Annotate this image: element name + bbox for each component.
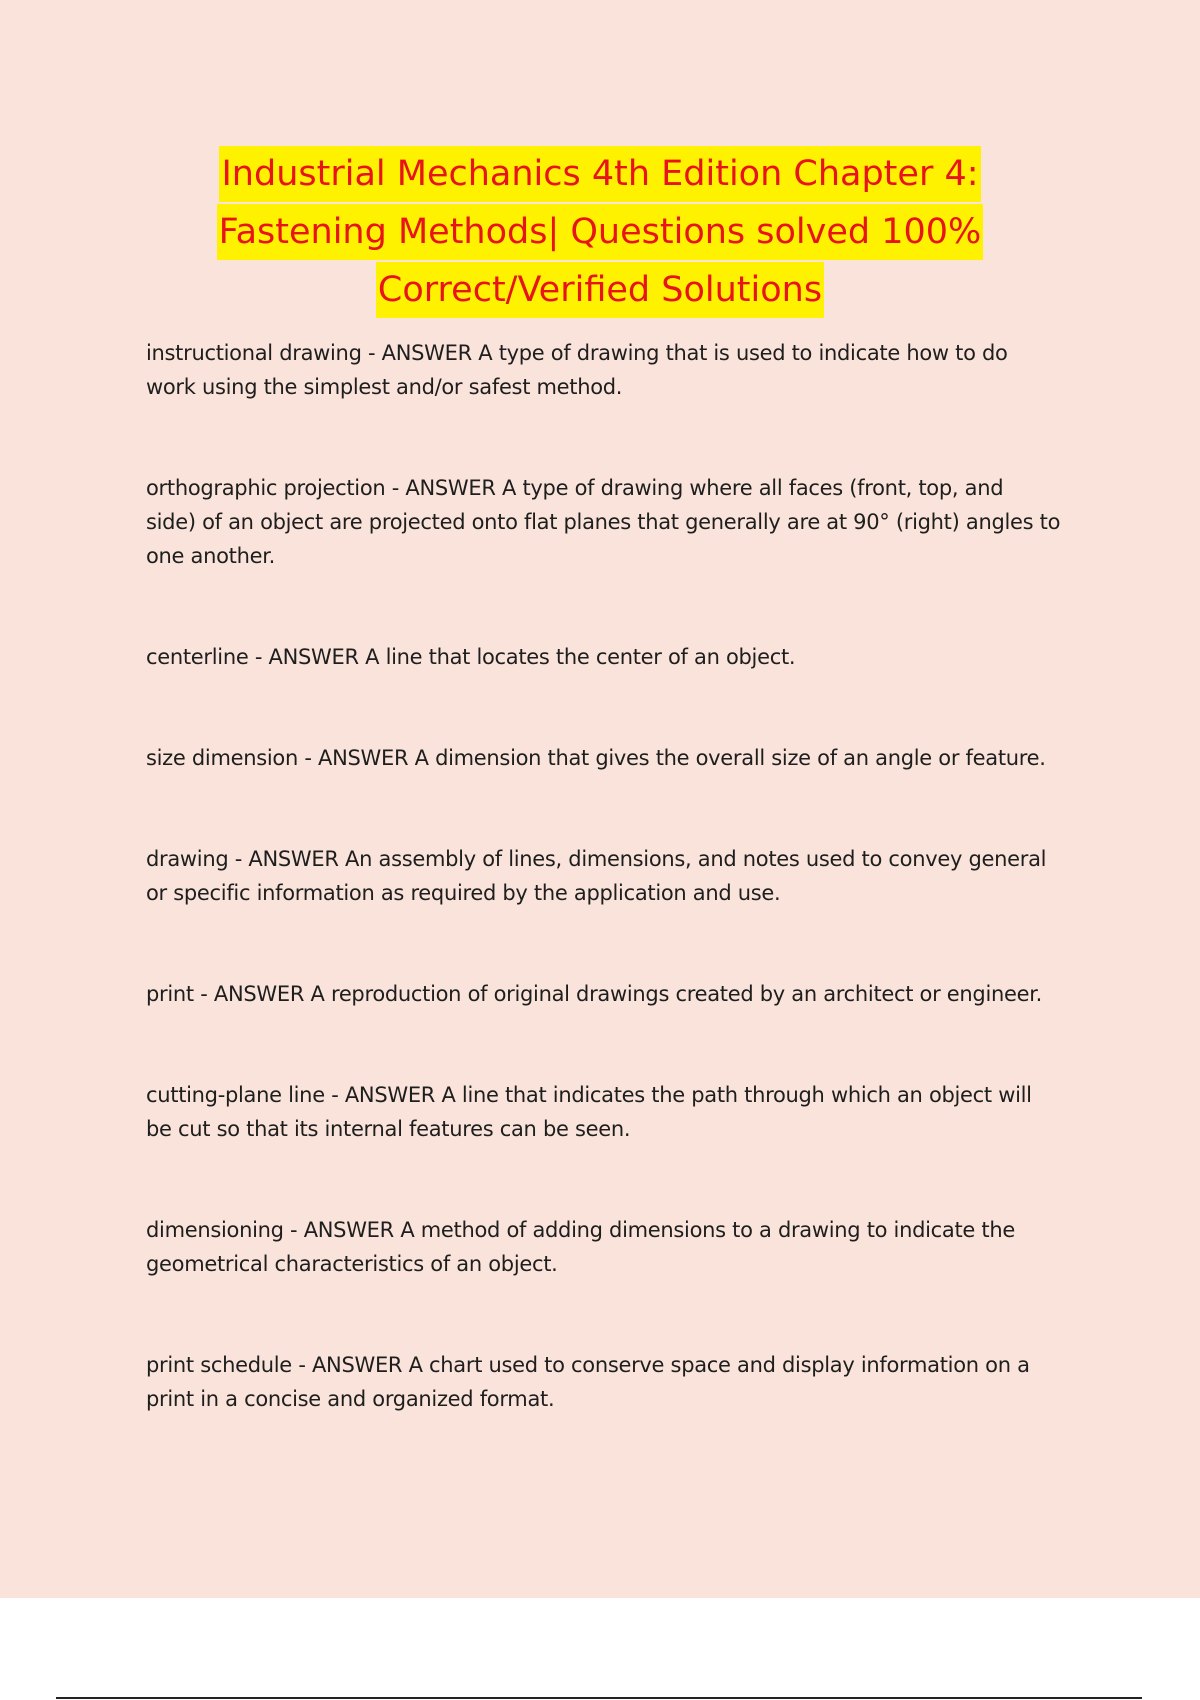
definition-text: A line that locates the center of an object.: [365, 645, 796, 669]
definition-text: A reproduction of original drawings created by an architect or engineer.: [310, 982, 1043, 1006]
answer-label: ANSWER: [344, 1083, 436, 1107]
definition-text: A chart used to conserve space and display information on a: [408, 1353, 1030, 1377]
entry-line: [146, 1348, 1096, 1382]
document-title: [100, 146, 1100, 320]
answer-label: ANSWER: [303, 1218, 394, 1242]
definition-text: A line that indicates the path through which an object will: [441, 1083, 1032, 1107]
definition-text: be cut so that its internal features can be seen.: [146, 1117, 631, 1141]
definition-text: one another.: [146, 544, 276, 568]
title-line: Correct/Verified Solutions: [376, 262, 824, 318]
definition-text: A dimension that gives the overall size of an angle or feature.: [414, 746, 1046, 770]
entry-line: [146, 741, 1096, 775]
definition-text: or specific information as required by the application and use.: [146, 881, 781, 905]
definition-text: work using the simplest and/or safest method.: [146, 375, 623, 399]
entry-line: [146, 1213, 1096, 1247]
flashcard-entry: [146, 977, 1096, 1011]
definition-text: side) of an object are projected onto flat planes that generally are at 90° (right) angles to: [146, 510, 1061, 534]
flashcard-entry: [146, 842, 1096, 910]
flashcard-entry: [146, 471, 1096, 573]
definition-text: geometrical characteristics of an object.: [146, 1252, 558, 1276]
answer-label: ANSWER: [311, 1353, 403, 1377]
definition-text: An assembly of lines, dimensions, and notes used to convey general: [345, 847, 1047, 871]
flashcard-entry: [146, 336, 1096, 404]
answer-label: ANSWER: [318, 746, 409, 770]
definition-text: A type of drawing where all faces (front, top, and: [502, 476, 1004, 500]
entry-term: print -: [146, 982, 214, 1006]
entry-line: [146, 336, 1096, 370]
entry-term: size dimension -: [146, 746, 318, 770]
flashcard-entry: [146, 741, 1096, 775]
definition-text: A type of drawing that is used to indicate how to do: [478, 341, 1008, 365]
entry-term: drawing -: [146, 847, 248, 871]
flashcard-entry: [146, 1078, 1096, 1146]
title-line: Fastening Methods| Questions solved 100%: [217, 204, 984, 260]
entry-line: [146, 1078, 1096, 1112]
entry-term: orthographic projection -: [146, 476, 405, 500]
definition-text: A method of adding dimensions to a drawing to indicate the: [400, 1218, 1015, 1242]
answer-label: ANSWER: [268, 645, 359, 669]
flashcard-entry: [146, 1348, 1096, 1416]
entry-line: [146, 977, 1096, 1011]
answer-label: ANSWER: [213, 982, 305, 1006]
entry-term: dimensioning -: [146, 1218, 304, 1242]
definition-text: print in a concise and organized format.: [146, 1387, 555, 1411]
entry-line: [146, 640, 1096, 674]
entry-term: cutting-plane line -: [146, 1083, 345, 1107]
flashcard-entry: [146, 640, 1096, 674]
entry-term: centerline -: [146, 645, 269, 669]
answer-label: ANSWER: [248, 847, 339, 871]
footer-divider: [56, 1697, 1142, 1699]
title-line: Industrial Mechanics 4th Edition Chapter 4:: [219, 146, 980, 202]
answer-label: ANSWER: [405, 476, 496, 500]
entry-term: print schedule -: [146, 1353, 312, 1377]
entry-line: [146, 842, 1096, 876]
answer-label: ANSWER: [381, 341, 472, 365]
flashcard-list: [146, 336, 1096, 1416]
entry-term: instructional drawing -: [146, 341, 382, 365]
flashcard-entry: [146, 1213, 1096, 1281]
entry-line: [146, 471, 1096, 505]
